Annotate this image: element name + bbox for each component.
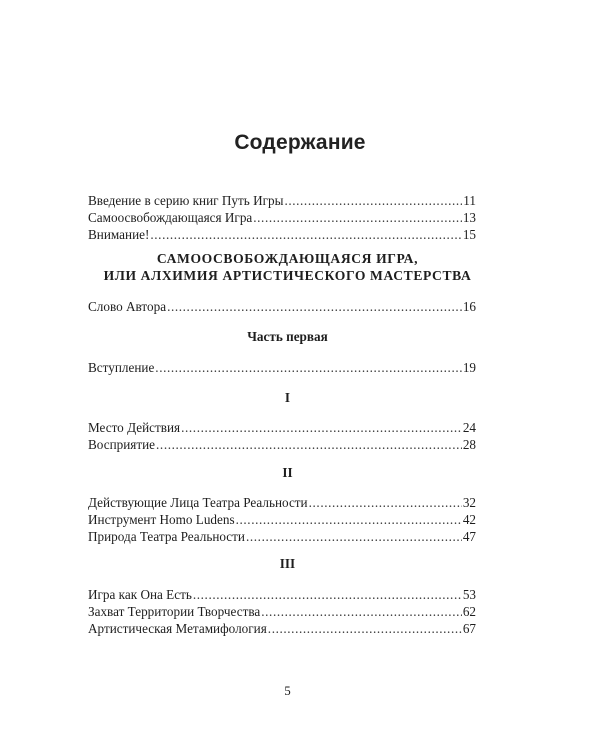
section-numeral: III — [279, 556, 296, 571]
toc-entry-label: Восприятие — [88, 437, 156, 452]
toc-entry-label: Место Действия — [88, 420, 181, 435]
dot-leader — [246, 528, 462, 545]
section-numeral: I — [284, 390, 291, 405]
dot-leader — [236, 511, 462, 528]
toc-entry-page: 62 — [462, 604, 476, 619]
dot-leader — [193, 586, 462, 603]
toc-entry-page: 13 — [462, 210, 476, 225]
dot-leader — [284, 192, 462, 209]
toc-entry-page: 67 — [462, 621, 476, 636]
dot-leader — [309, 494, 462, 511]
toc-entry-page: 28 — [462, 437, 476, 452]
dot-leader — [181, 419, 462, 436]
toc-entry[interactable] — [88, 436, 476, 453]
toc-entry-label: Захват Территории Творчества — [88, 604, 261, 619]
toc-entry-page: 16 — [462, 299, 476, 314]
toc-entry-page: 24 — [462, 420, 476, 435]
toc-entry-page: 42 — [462, 512, 476, 527]
toc-entry[interactable] — [88, 603, 476, 620]
dot-leader — [155, 359, 462, 376]
toc-entry[interactable] — [88, 209, 476, 226]
toc-entry[interactable] — [88, 226, 476, 243]
toc-entry-label: Самоосвобождающаяся Игра — [88, 210, 253, 225]
part-heading: Часть первая — [247, 329, 328, 344]
toc-entry-page: 32 — [462, 495, 476, 510]
toc-entry-label: Внимание! — [88, 227, 150, 242]
page-title: Содержание — [234, 131, 366, 154]
section-numeral: II — [282, 465, 293, 480]
toc-entry-page: 53 — [462, 587, 476, 602]
dot-leader — [253, 209, 462, 226]
toc-entry-label: Действующие Лица Театра Реальности — [88, 495, 308, 510]
toc-entry[interactable] — [88, 586, 476, 603]
book-title-line-1: САМООСВОБОЖДАЮЩАЯСЯ ИГРА, — [156, 251, 419, 266]
toc-entry-intro[interactable] — [88, 359, 476, 376]
toc-entry-label: Введение в серию книг Путь Игры — [88, 193, 284, 208]
dot-leader — [167, 298, 462, 315]
book-title-line-2: ИЛИ АЛХИМИЯ АРТИСТИЧЕСКОГО МАСТЕРСТВА — [103, 268, 472, 283]
toc-entry-label: Игра как Она Есть — [88, 587, 192, 602]
dot-leader — [156, 436, 462, 453]
toc-entry-label: Природа Театра Реальности — [88, 529, 245, 544]
toc-entry-author[interactable] — [88, 298, 476, 315]
toc-entry-label: Вступление — [88, 360, 155, 375]
dot-leader — [261, 603, 462, 620]
toc-entry[interactable] — [88, 419, 476, 436]
toc-entry-page: 47 — [462, 529, 476, 544]
dot-leader — [150, 226, 461, 243]
toc-entry-page: 11 — [463, 193, 476, 208]
toc-entry-label: Артистическая Метамифология — [88, 621, 267, 636]
book-title — [0, 250, 575, 284]
toc-entry[interactable] — [88, 494, 476, 511]
toc-entry[interactable] — [88, 511, 476, 528]
toc-entry-label: Слово Автора — [88, 299, 167, 314]
toc-entry-page: 15 — [462, 227, 476, 242]
toc-entry[interactable] — [88, 528, 476, 545]
toc-entry-label: Инструмент Homo Ludens — [88, 512, 235, 527]
toc-entry[interactable] — [88, 620, 476, 637]
dot-leader — [268, 620, 462, 637]
toc-entry-page: 19 — [462, 360, 476, 375]
toc-entry[interactable] — [88, 192, 476, 209]
page-number: 5 — [284, 683, 291, 698]
